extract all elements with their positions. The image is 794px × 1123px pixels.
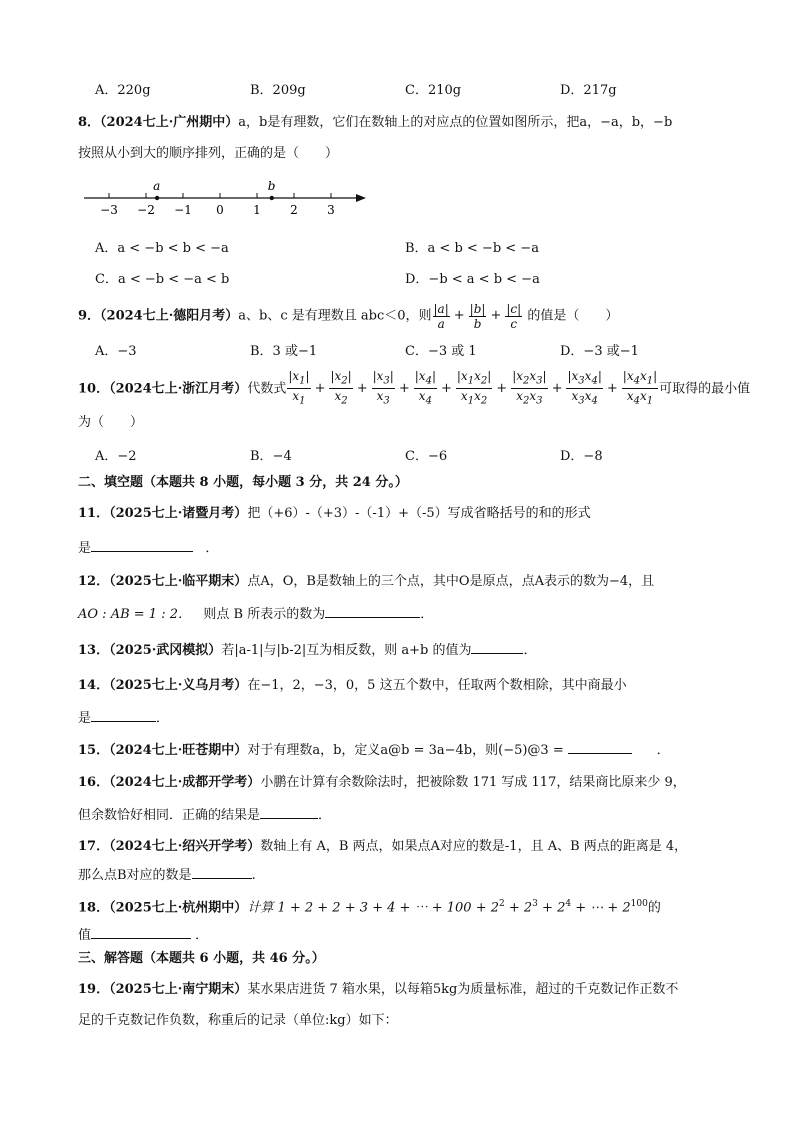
q7-option-b: B．209g <box>250 83 306 98</box>
q19-source: （2025七上·南宁期末） <box>109 982 248 997</box>
q14-line2 <box>78 709 169 728</box>
q16-line2-post: ． <box>318 808 332 823</box>
q18-line2-post: ． <box>195 928 209 943</box>
q10-number: 10． <box>78 381 110 397</box>
q15-answer-blank[interactable] <box>568 741 632 754</box>
q9-option-d: D．−3 或−1 <box>560 344 639 359</box>
q10-option-b: B．−4 <box>250 449 292 464</box>
q15-stem <box>78 741 670 760</box>
q15-source: （2024七上·旺苍期中） <box>109 743 248 758</box>
q18-stem: 18．（2025七上·杭州期中）计算 1 + 2 + 2 + 3 + 4 + ⋯ + $100 + 2^2 + 2^3 + 2^4$ + ⋯ + $2^{100}$的 <box>78 899 661 916</box>
q18-number: 18． <box>78 900 110 916</box>
q17-line2-pre: 那么点B对应的数是 <box>78 868 192 883</box>
q15-text: 对于有理数a，b，定义a@b = 3a−4b，则(−5)@3 = <box>247 743 564 758</box>
q12-line2-post: ． <box>420 607 434 622</box>
q16-line2 <box>78 806 331 825</box>
q15-post: ． <box>656 743 670 758</box>
q16-source: （2024七上·成都开学考） <box>109 775 261 790</box>
q17-stem <box>78 838 687 856</box>
q10-option-a: A．−2 <box>95 449 137 464</box>
q9-frac-c: $\frac{|c|}{c}$ <box>506 301 522 331</box>
q8-option-b: B．a < b < −b < −a <box>405 241 539 256</box>
q15-number: 15． <box>78 743 110 758</box>
q11-answer-blank[interactable] <box>91 539 193 552</box>
q18-line2-pre: 值 <box>78 928 92 943</box>
q12-text: 点A，O，B是数轴上的三个点，其中O是原点，点A表示的数为−4，且 <box>247 574 655 589</box>
q10-source: （2024七上·浙江月考） <box>109 381 248 397</box>
q14-number: 14． <box>78 678 110 693</box>
q7-option-d: D．217g <box>560 83 617 98</box>
q10-stem-pre: 代数式 <box>247 381 287 397</box>
q8-number-line <box>80 176 380 221</box>
q17-line2-post: . <box>251 868 256 883</box>
q19-line2: 足的千克数记作负数，称重后的记录（单位:kg）如下： <box>78 1013 398 1028</box>
point-b-label: b <box>267 179 276 193</box>
q18-text: 计算 1 + 2 + 2 + 3 + 4 + ⋯ + 100 + 2 <box>247 900 499 916</box>
q9-stem-post: 的值是（ ） <box>527 308 619 324</box>
q10-stem-line2: 为（ ） <box>78 415 144 430</box>
q11-line2-pre: 是 <box>78 541 92 556</box>
point-a-label: a <box>153 179 161 193</box>
q19-stem <box>78 981 678 999</box>
q12-line2-mid: 则点 B 所表示的数为 <box>203 607 326 622</box>
q10-stem-post: 可取得的最小值 <box>659 381 751 397</box>
q16-text: 小鹏在计算有余数除法时，把被除数 171 写成 117，结果商比原来少 9， <box>260 775 686 790</box>
q16-answer-blank[interactable] <box>260 806 318 819</box>
q8-option-d: D．−b < a < b < −a <box>405 272 540 287</box>
q17-line2 <box>78 866 256 885</box>
q8-source: （2024七上·广州期中） <box>100 115 239 130</box>
q14-stem <box>78 677 627 695</box>
tick-label: −2 <box>137 203 155 217</box>
q14-source: （2025七上·义乌月考） <box>109 678 248 693</box>
q13-number: 13． <box>78 643 110 658</box>
q16-stem <box>78 774 686 792</box>
q11-source: （2025七上·诸暨月考） <box>109 506 248 521</box>
q14-line2-post: ． <box>156 711 170 726</box>
q19-number: 19． <box>78 982 110 997</box>
q17-text: 数轴上有 A，B 两点，如果点A对应的数是-1，且 A、B 两点的距离是 4， <box>260 839 688 854</box>
q8-stem: a，b是有理数，它们在数轴上的对应点的位置如图所示，把a，−a，b，−b <box>238 115 673 130</box>
q14-line2-pre: 是 <box>78 711 92 726</box>
q13-stem <box>78 641 536 660</box>
q18-answer-blank[interactable] <box>91 926 191 939</box>
point-b <box>270 196 274 200</box>
tick-label: 0 <box>216 203 224 217</box>
q17-number: 17． <box>78 839 110 854</box>
q8-option-c: C．a < −b < −a < b <box>95 272 230 287</box>
q8-number: 8． <box>78 115 101 130</box>
q12-ratio: AO : AB = 1 : 2． <box>78 607 191 622</box>
q18-line2 <box>78 926 208 945</box>
q9-frac-b: $\frac{|b|}{b}$ <box>469 301 486 331</box>
q18-source: （2025七上·杭州期中） <box>109 900 248 916</box>
q9-option-c: C．−3 或 1 <box>405 344 477 359</box>
q13-answer-blank[interactable] <box>471 641 523 654</box>
q9-option-b: B．3 或−1 <box>250 344 318 359</box>
q9-option-a: A．−3 <box>95 344 137 359</box>
q10-option-d: D．−8 <box>560 449 603 464</box>
q13-source: （2025·武冈模拟） <box>109 643 222 658</box>
q7-option-a: A．220g <box>95 83 151 98</box>
q12-source: （2025七上·临平期末） <box>109 574 248 589</box>
q12-stem <box>78 573 654 591</box>
q9-stem-pre: a、b、c 是有理数且 abc＜0，则 <box>238 308 432 324</box>
section-2-heading: 二、填空题（本题共 8 小题，每小题 3 分，共 24 分。） <box>78 475 408 490</box>
q9-number: 9． <box>78 308 101 324</box>
tick-label: 3 <box>327 203 335 217</box>
tick-label: −3 <box>100 203 118 217</box>
q16-number: 16． <box>78 775 110 790</box>
q14-answer-blank[interactable] <box>91 709 156 722</box>
q17-source: （2024七上·绍兴开学考） <box>109 839 261 854</box>
q11-stem <box>78 505 591 523</box>
point-a <box>155 196 159 200</box>
q10-option-c: C．−6 <box>405 449 448 464</box>
q9-source: （2024七上·德阳月考） <box>100 308 239 324</box>
q16-line2-pre: 但余数恰好相同．正确的结果是 <box>78 808 261 823</box>
section-3-heading: 三、解答题（本题共 6 小题，共 46 分。） <box>78 951 325 966</box>
tick-label: 1 <box>253 203 261 217</box>
q8-option-a: A．a < −b < b < −a <box>95 241 229 256</box>
q12-line2 <box>78 605 433 624</box>
q11-number: 11． <box>78 506 110 521</box>
q9-stem: 9．（2024七上·德阳月考）a、b、c 是有理数且 abc＜0，则 $\frac{|a|}{a}$ + $\frac{|b|}{b}$ + $\frac{|c|}{c}$ 的值是（ ） <box>78 301 619 331</box>
tick-label: 2 <box>290 203 298 217</box>
q7-option-c: C．210g <box>405 83 462 98</box>
q10-stem: 10．（2024七上·浙江月考）代数式 $\frac{|x_1|}{x_1}$ + $\frac{|x_2|}{x_2}$ + $\frac{|x_3|}{x_3}$ + $\frac{|x_4|}{x_4}$ + $\frac{|x_1x_2|}{x_1x_2}$ + $\frac{|x_2x_3|}{x_2x_3}$ + $\frac{|x_3x_4|}{x_3x_4}$ + $\frac{|x_4x_1|}{x_4x_1}$ 可取得的最小值 <box>78 369 751 407</box>
q13-text: 若|a-1|与|b-2|互为相反数，则 a+b 的值为 <box>221 643 472 658</box>
q13-post: ． <box>523 643 537 658</box>
q12-answer-blank[interactable] <box>325 605 420 618</box>
q8-stem-line2: 按照从小到大的顺序排列，正确的是（ ） <box>78 146 339 161</box>
q12-number: 12． <box>78 574 110 589</box>
q9-frac-a: $\frac{|a|}{a}$ <box>433 301 449 331</box>
q8-stem-line1 <box>78 114 672 132</box>
q19-text: 某水果店进货 7 箱水果，以每箱5kg为质量标准，超过的千克数记作正数不 <box>247 982 679 997</box>
q14-text: 在−1，2，−3，0，5 这五个数中，任取两个数相除，其中商最小 <box>247 678 627 693</box>
q11-line2 <box>78 539 218 558</box>
q17-answer-blank[interactable] <box>192 866 252 879</box>
tick-label: −1 <box>174 203 192 217</box>
q11-text: 把（+6）-（+3）-（-1）+（-5）写成省略括号的和的形式 <box>247 506 591 521</box>
q11-line2-post: ． <box>205 541 219 556</box>
